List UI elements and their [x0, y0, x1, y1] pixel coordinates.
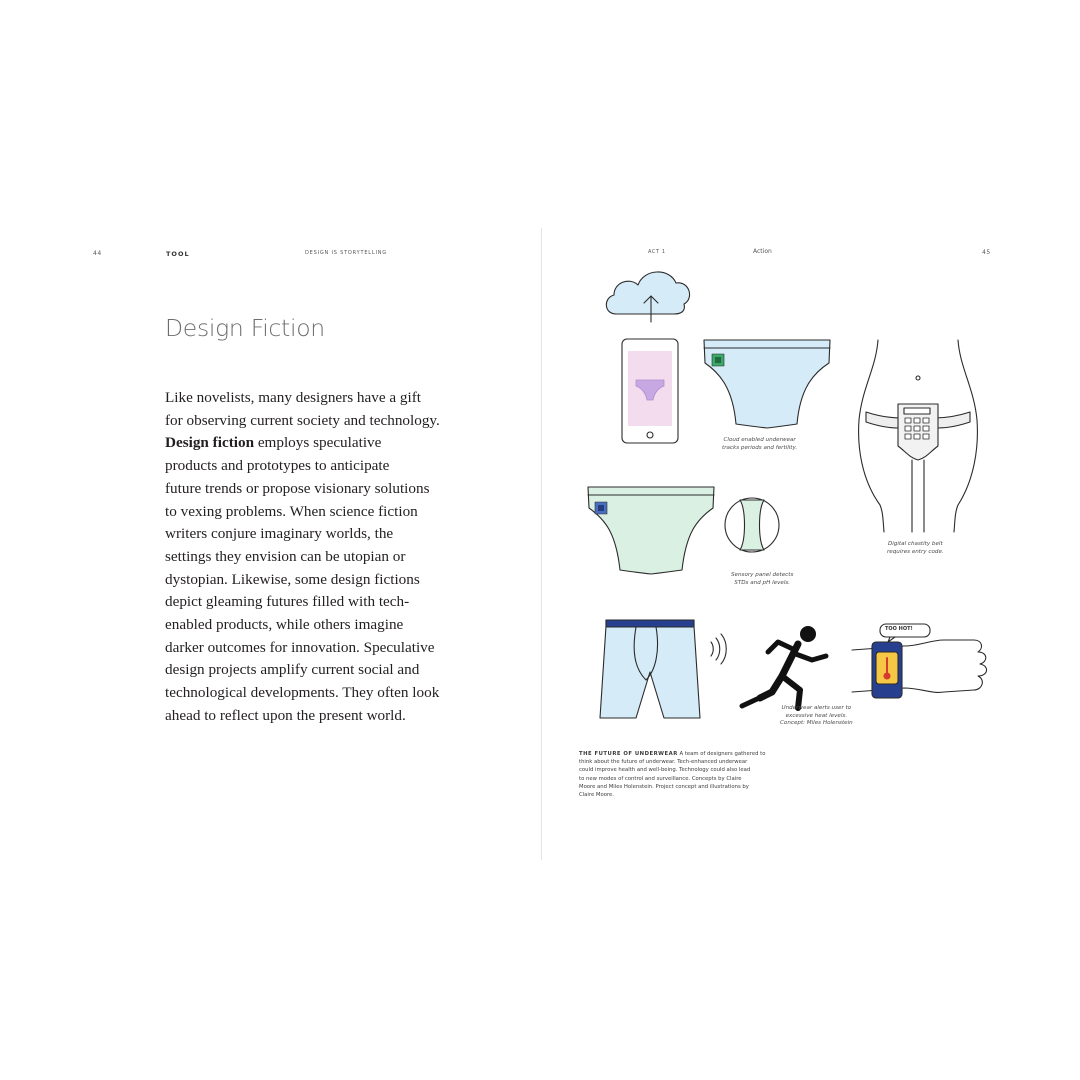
label-line: excessive heat levels.	[785, 712, 848, 719]
right-page-number: 45	[982, 249, 991, 256]
body-line	[165, 410, 465, 433]
caption-line: A team of designers gathered to	[677, 751, 766, 757]
body-text: employs speculative	[254, 434, 382, 452]
page-title: Design Fiction	[165, 314, 325, 342]
body-text: writers conjure imaginary worlds, the	[165, 525, 394, 543]
label-line: Underwear alerts user to	[781, 705, 852, 711]
sensory-panel-icon	[725, 498, 779, 552]
caption-line: Claire Moore.	[579, 792, 614, 799]
smart-brief-green	[588, 487, 714, 574]
left-page-number: 44	[93, 250, 102, 257]
body-text: depict gleaming futures filled with tech-	[165, 593, 410, 611]
signal-waves-icon	[711, 634, 726, 664]
underwear-illustration	[570, 262, 1000, 742]
body-line	[165, 478, 465, 501]
running-figure-icon	[742, 626, 826, 708]
label-cloud-underwear	[722, 437, 797, 452]
body-text: for observing current society and technology.	[165, 411, 440, 429]
body-paragraph	[165, 387, 465, 728]
body-line	[165, 591, 465, 614]
label-sensory-panel	[731, 572, 793, 587]
body-text: enabled products, while others imagine	[165, 616, 404, 634]
body-line	[165, 614, 465, 637]
label-line: Cloud enabled underwear	[723, 437, 796, 443]
body-text: technological developments. They often look	[165, 684, 440, 702]
body-line	[165, 569, 465, 592]
caption-line: think about the future of underwear. Tech-enhanced underwear	[579, 759, 748, 766]
label-line: tracks periods and fertility.	[722, 444, 798, 451]
cloud-icon	[606, 272, 689, 322]
chapter-label: Action	[753, 248, 772, 255]
body-line	[165, 546, 465, 569]
body-line	[165, 455, 465, 478]
body-line	[165, 387, 465, 410]
label-line: Sensory panel detects	[731, 572, 794, 578]
body-text: ahead to reflect upon the present world.	[165, 706, 406, 724]
body-line	[165, 705, 465, 728]
body-term: Design fiction	[165, 434, 255, 452]
body-text: design projects amplify current social and	[165, 661, 420, 679]
body-line	[165, 682, 465, 705]
wrist-watch-icon	[852, 624, 987, 698]
label-heat-alert	[780, 705, 853, 728]
label-line: Concept: Miles Holenstein	[780, 720, 853, 727]
body-line	[165, 659, 465, 682]
body-text: products and prototypes to anticipate	[165, 457, 390, 475]
label-line: STDs and pH levels.	[734, 579, 791, 586]
boxer-brief-icon	[600, 620, 700, 718]
caption-line: could improve health and well-being. Technology could also lead	[579, 767, 751, 774]
section-label: TOOL	[166, 250, 190, 258]
phone-icon	[622, 339, 678, 443]
body-text: to vexing problems. When science fiction	[165, 502, 418, 520]
body-line	[165, 501, 465, 524]
body-text: dystopian. Likewise, some design fictions	[165, 570, 420, 588]
chastity-belt-figure	[859, 340, 978, 532]
body-text: Like novelists, many designers have a gift	[165, 389, 422, 406]
body-text: settings they envision can be utopian or	[165, 547, 406, 565]
label-line: Digital chastity belt	[888, 541, 943, 547]
running-head: DESIGN IS STORYTELLING	[305, 250, 387, 256]
body-text: future trends or propose visionary solutions	[165, 479, 430, 497]
act-label: ACT 1	[648, 249, 666, 255]
label-line: requires entry code.	[887, 548, 944, 555]
body-text: darker outcomes for innovation. Speculative	[165, 638, 435, 656]
page-gutter	[541, 228, 542, 860]
body-line	[165, 637, 465, 660]
caption-line: Moore and Miles Holenstein. Project concept and illustrations by	[579, 783, 749, 790]
caption-line: to new modes of control and surveillance. Concepts by Claire	[579, 775, 742, 782]
label-chastity-belt	[887, 541, 944, 556]
figure-caption	[579, 750, 789, 799]
too-hot-bubble-text: TOO HOT!	[885, 626, 913, 632]
caption-title: THE FUTURE OF UNDERWEAR	[579, 751, 678, 757]
smart-brief-blue	[704, 340, 830, 428]
body-line	[165, 523, 465, 546]
body-line	[165, 432, 465, 455]
